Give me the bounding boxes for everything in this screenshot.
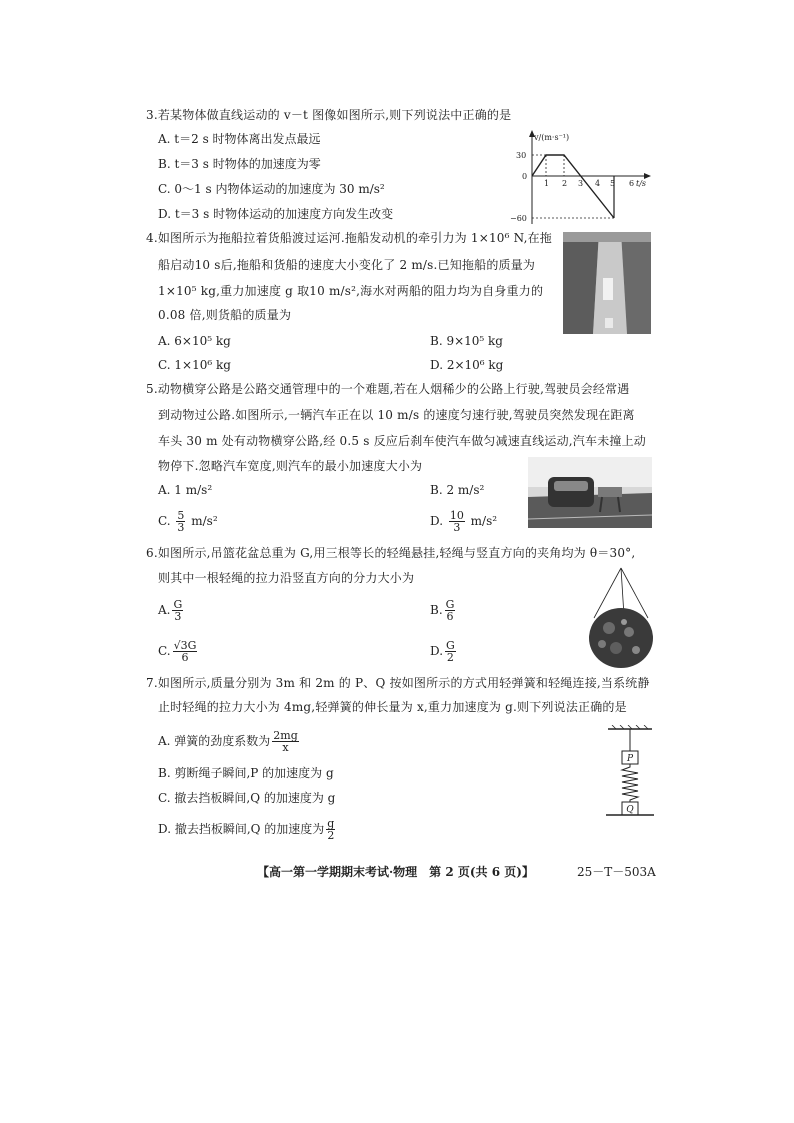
spring bbox=[622, 764, 638, 802]
q5-option-a: A. 1 m/s² bbox=[158, 483, 213, 497]
footer-title: 【高一第一学期期末考试·物理 第 2 页(共 6 页)】 bbox=[257, 865, 534, 879]
block-q-label: Q bbox=[626, 805, 634, 815]
spring-block-figure bbox=[602, 725, 658, 821]
q5-line-4: 物停下.忽略汽车宽度,则汽车的最小加速度大小为 bbox=[158, 459, 423, 473]
q6-line-2: 则其中一根轻绳的拉力沿竖直方向的分力大小为 bbox=[158, 571, 415, 585]
q3-option-d: D. t＝3 s 时物体运动的加速度方向发生改变 bbox=[158, 207, 394, 221]
vt-xtick-3: 3 bbox=[578, 179, 584, 188]
q4-option-a: A. 6×10⁵ kg bbox=[158, 334, 231, 348]
vt-ytick-neg60: −60 bbox=[510, 214, 527, 223]
vt-xtick-6: 6 bbox=[629, 179, 635, 188]
q4-line-3: 1×10⁵ kg,重力加速度 g 取10 m/s²,海水对两船的阻力均为自身重力的 bbox=[158, 284, 544, 298]
vt-graph bbox=[508, 128, 658, 228]
q4-option-d: D. 2×10⁶ kg bbox=[430, 358, 504, 372]
q4-line-4: 0.08 倍,则货船的质量为 bbox=[158, 308, 292, 322]
vt-xtick-5: 5 bbox=[610, 179, 616, 188]
q3-stem: 3.若某物体做直线运动的 v－t 图像如图所示,则下列说法中正确的是 bbox=[146, 108, 512, 122]
q4-option-b: B. 9×10⁵ kg bbox=[430, 334, 503, 348]
q6-option-b: B. $\frac{G}{6}$ bbox=[430, 598, 455, 623]
vt-ytick-0: 0 bbox=[522, 172, 528, 181]
vt-xlabel: t/s bbox=[636, 179, 647, 188]
q6-option-c: C. $\frac{√3G}{6}$ bbox=[158, 639, 197, 664]
q7-line-1: 7.如图所示,质量分别为 3m 和 2m 的 P、Q 按如图所示的方式用轻弹簧和轻绳连接,当系统静 bbox=[146, 676, 650, 690]
q4-line-1: 4.如图所示为拖船拉着货船渡过运河.拖船发动机的牵引力为 1×10⁶ N,在拖 bbox=[146, 231, 553, 245]
q3-option-b: B. t＝3 s 时物体的加速度为零 bbox=[158, 157, 321, 171]
footer-code: 25－T－503A bbox=[577, 865, 656, 879]
q7-option-b: B. 剪断绳子瞬间,P 的加速度为 g bbox=[158, 766, 334, 780]
canal-ship-photo bbox=[563, 232, 651, 334]
vt-ylabel: v/(m·s⁻¹) bbox=[534, 133, 570, 142]
car-deer-photo bbox=[528, 457, 652, 528]
vt-xtick-2: 2 bbox=[562, 179, 568, 188]
q5-line-1: 5.动物横穿公路是公路交通管理中的一个难题,若在人烟稀少的公路上行驶,驾驶员会经常遇 bbox=[146, 382, 630, 396]
q5-option-c: C. $\frac{5}{3}$ m/s² bbox=[158, 509, 218, 534]
q6-line-1: 6.如图所示,吊篮花盆总重为 G,用三根等长的轻绳悬挂,轻绳与竖直方向的夹角均为 θ＝30°, bbox=[146, 546, 636, 560]
q5-line-3: 车头 30 m 处有动物横穿公路,经 0.5 s 反应后刹车使汽车做匀减速直线运动,汽车未撞上动 bbox=[158, 434, 647, 448]
block-p-label: P bbox=[626, 754, 634, 764]
q4-line-2: 船启动10 s后,拖船和货船的速度大小变化了 2 m/s.已知拖船的质量为 bbox=[158, 258, 536, 272]
q3-option-c: C. 0～1 s 内物体运动的加速度为 30 m/s² bbox=[158, 182, 385, 196]
q7-option-a: A. 弹簧的劲度系数为 $\frac{2mg}{x}$ bbox=[158, 729, 298, 754]
hanging-basket-figure bbox=[584, 566, 658, 670]
q7-option-c: C. 撤去挡板瞬间,Q 的加速度为 g bbox=[158, 791, 336, 805]
q5-option-d: D. $\frac{10}{3}$ m/s² bbox=[430, 509, 498, 534]
q6-option-d: D. $\frac{G}{2}$ bbox=[430, 639, 455, 664]
q5-line-2: 到动物过公路.如图所示,一辆汽车正在以 10 m/s 的速度匀速行驶,驾驶员突然发现在距离 bbox=[158, 408, 635, 422]
q6-option-a: A. $\frac{G}{3}$ bbox=[158, 598, 183, 623]
q7-line-2: 止时轻绳的拉力大小为 4mg,轻弹簧的伸长量为 x,重力加速度为 g.则下列说法正确的是 bbox=[158, 700, 627, 714]
q7-option-d: D. 撤去挡板瞬间,Q 的加速度为 $\frac{g}{2}$ bbox=[158, 817, 335, 842]
q4-option-c: C. 1×10⁶ kg bbox=[158, 358, 231, 372]
vt-xtick-4: 4 bbox=[595, 179, 601, 188]
q5-option-b: B. 2 m/s² bbox=[430, 483, 485, 497]
vt-xtick-1: 1 bbox=[544, 179, 550, 188]
vt-ytick-30: 30 bbox=[516, 151, 527, 160]
q3-option-a: A. t＝2 s 时物体离出发点最远 bbox=[158, 132, 321, 146]
